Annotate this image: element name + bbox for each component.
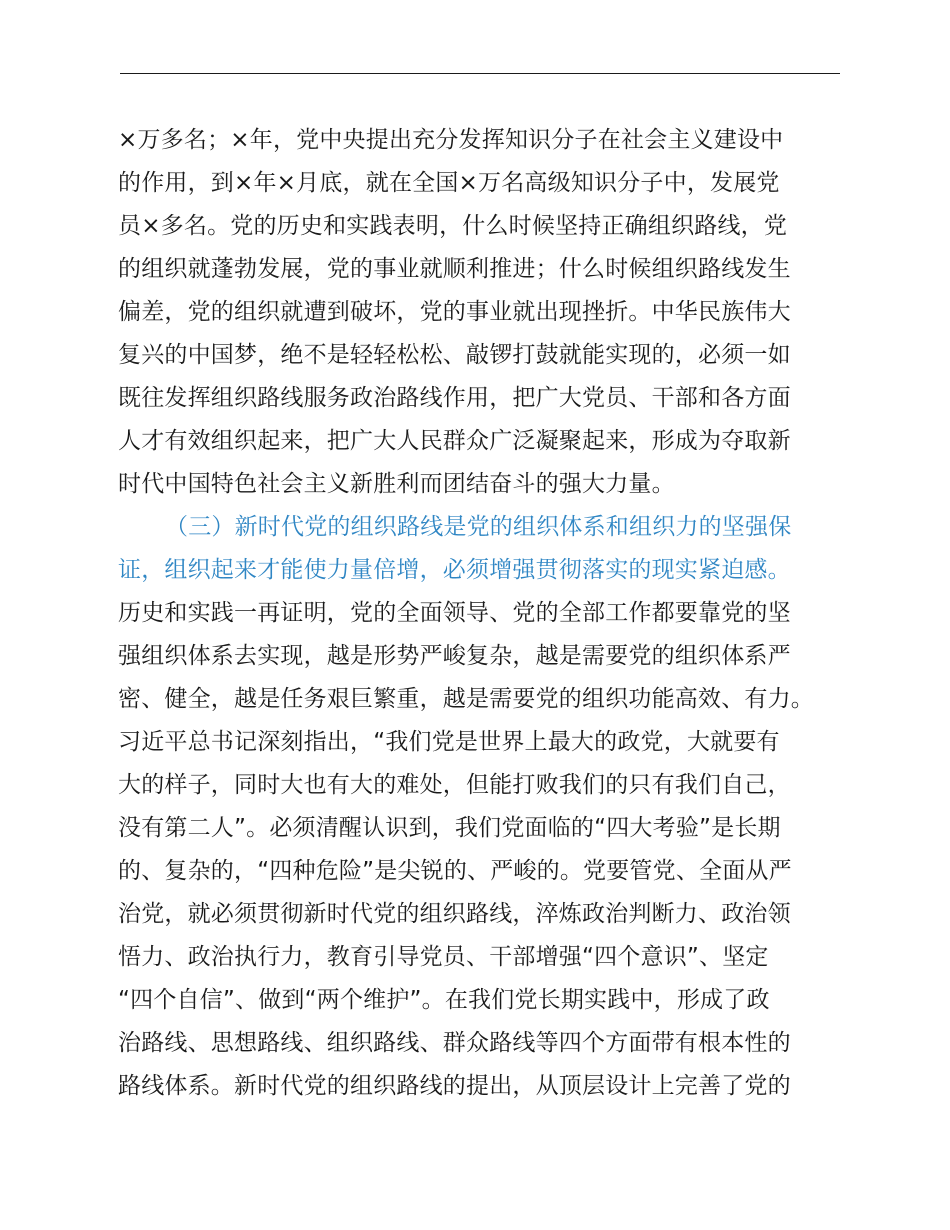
text-line: 复兴的中国梦，绝不是轻轻松松、敲锣打鼓就能实现的，必须一如 <box>118 342 791 368</box>
text-line: 时代中国特色社会主义新胜利而团结奋斗的强大力量。 <box>118 471 675 497</box>
text-line: 习近平总书记深刻指出，“我们党是世界上最大的政党，大就要有 <box>118 729 780 755</box>
text-line: 的、复杂的，“四种危险”是尖锐的、严峻的。党要管党、全面从严 <box>118 858 792 884</box>
text-line: 治路线、思想路线、组织路线、群众路线等四个方面带有根本性的 <box>118 1030 791 1056</box>
text-line: ×万多名；×年，党中央提出充分发挥知识分子在社会主义建设中 <box>118 127 784 153</box>
text-line: 的组织就蓬勃发展，党的事业就顺利推进；什么时候组织路线发生 <box>118 256 791 282</box>
text-line: 悟力、政治执行力，教育引导党员、干部增强“四个意识”、坚定 <box>118 944 769 970</box>
text-line: “四个自信”、做到“两个维护”。在我们党长期实践中，形成了政 <box>118 987 770 1013</box>
section-heading-line: 证，组织起来才能使力量倍增，必须增强贯彻落实的现实紧迫感。 <box>118 557 791 583</box>
text-line: 强组织体系去实现，越是形势严峻复杂，越是需要党的组织体系严 <box>118 643 791 669</box>
text-line: 大的样子，同时大也有大的难处，但能打败我们的只有我们自己， <box>118 772 791 798</box>
text-line: 路线体系。新时代党的组织路线的提出，从顶层设计上完善了党的 <box>118 1073 791 1099</box>
text-line: 既往发挥组织路线服务政治路线作用，把广大党员、干部和各方面 <box>118 385 791 411</box>
body-text <box>118 119 842 1108</box>
text-line: 偏差，党的组织就遭到破坏，党的事业就出现挫折。中华民族伟大 <box>118 299 791 325</box>
text-line: 人才有效组织起来，把广大人民群众广泛凝聚起来，形成为夺取新 <box>118 428 791 454</box>
text-line: 员×多名。党的历史和实践表明，什么时候坚持正确组织路线，党 <box>118 213 788 239</box>
text-line: 治党，就必须贯彻新时代党的组织路线，淬炼政治判断力、政治领 <box>118 901 791 927</box>
text-line: 的作用，到×年×月底，就在全国×万名高级知识分子中，发展党 <box>118 170 780 196</box>
header-rule <box>120 73 840 74</box>
section-heading-line: （三）新时代党的组织路线是党的组织体系和组织力的坚强保 <box>165 514 792 540</box>
text-line: 密、健全，越是任务艰巨繁重，越是需要党的组织功能高效、有力。 <box>118 686 814 712</box>
text-line: 历史和实践一再证明，党的全面领导、党的全部工作都要靠党的坚 <box>118 600 791 626</box>
text-line: 没有第二人”。必须清醒认识到，我们党面临的“四大考验”是长期 <box>118 815 781 841</box>
